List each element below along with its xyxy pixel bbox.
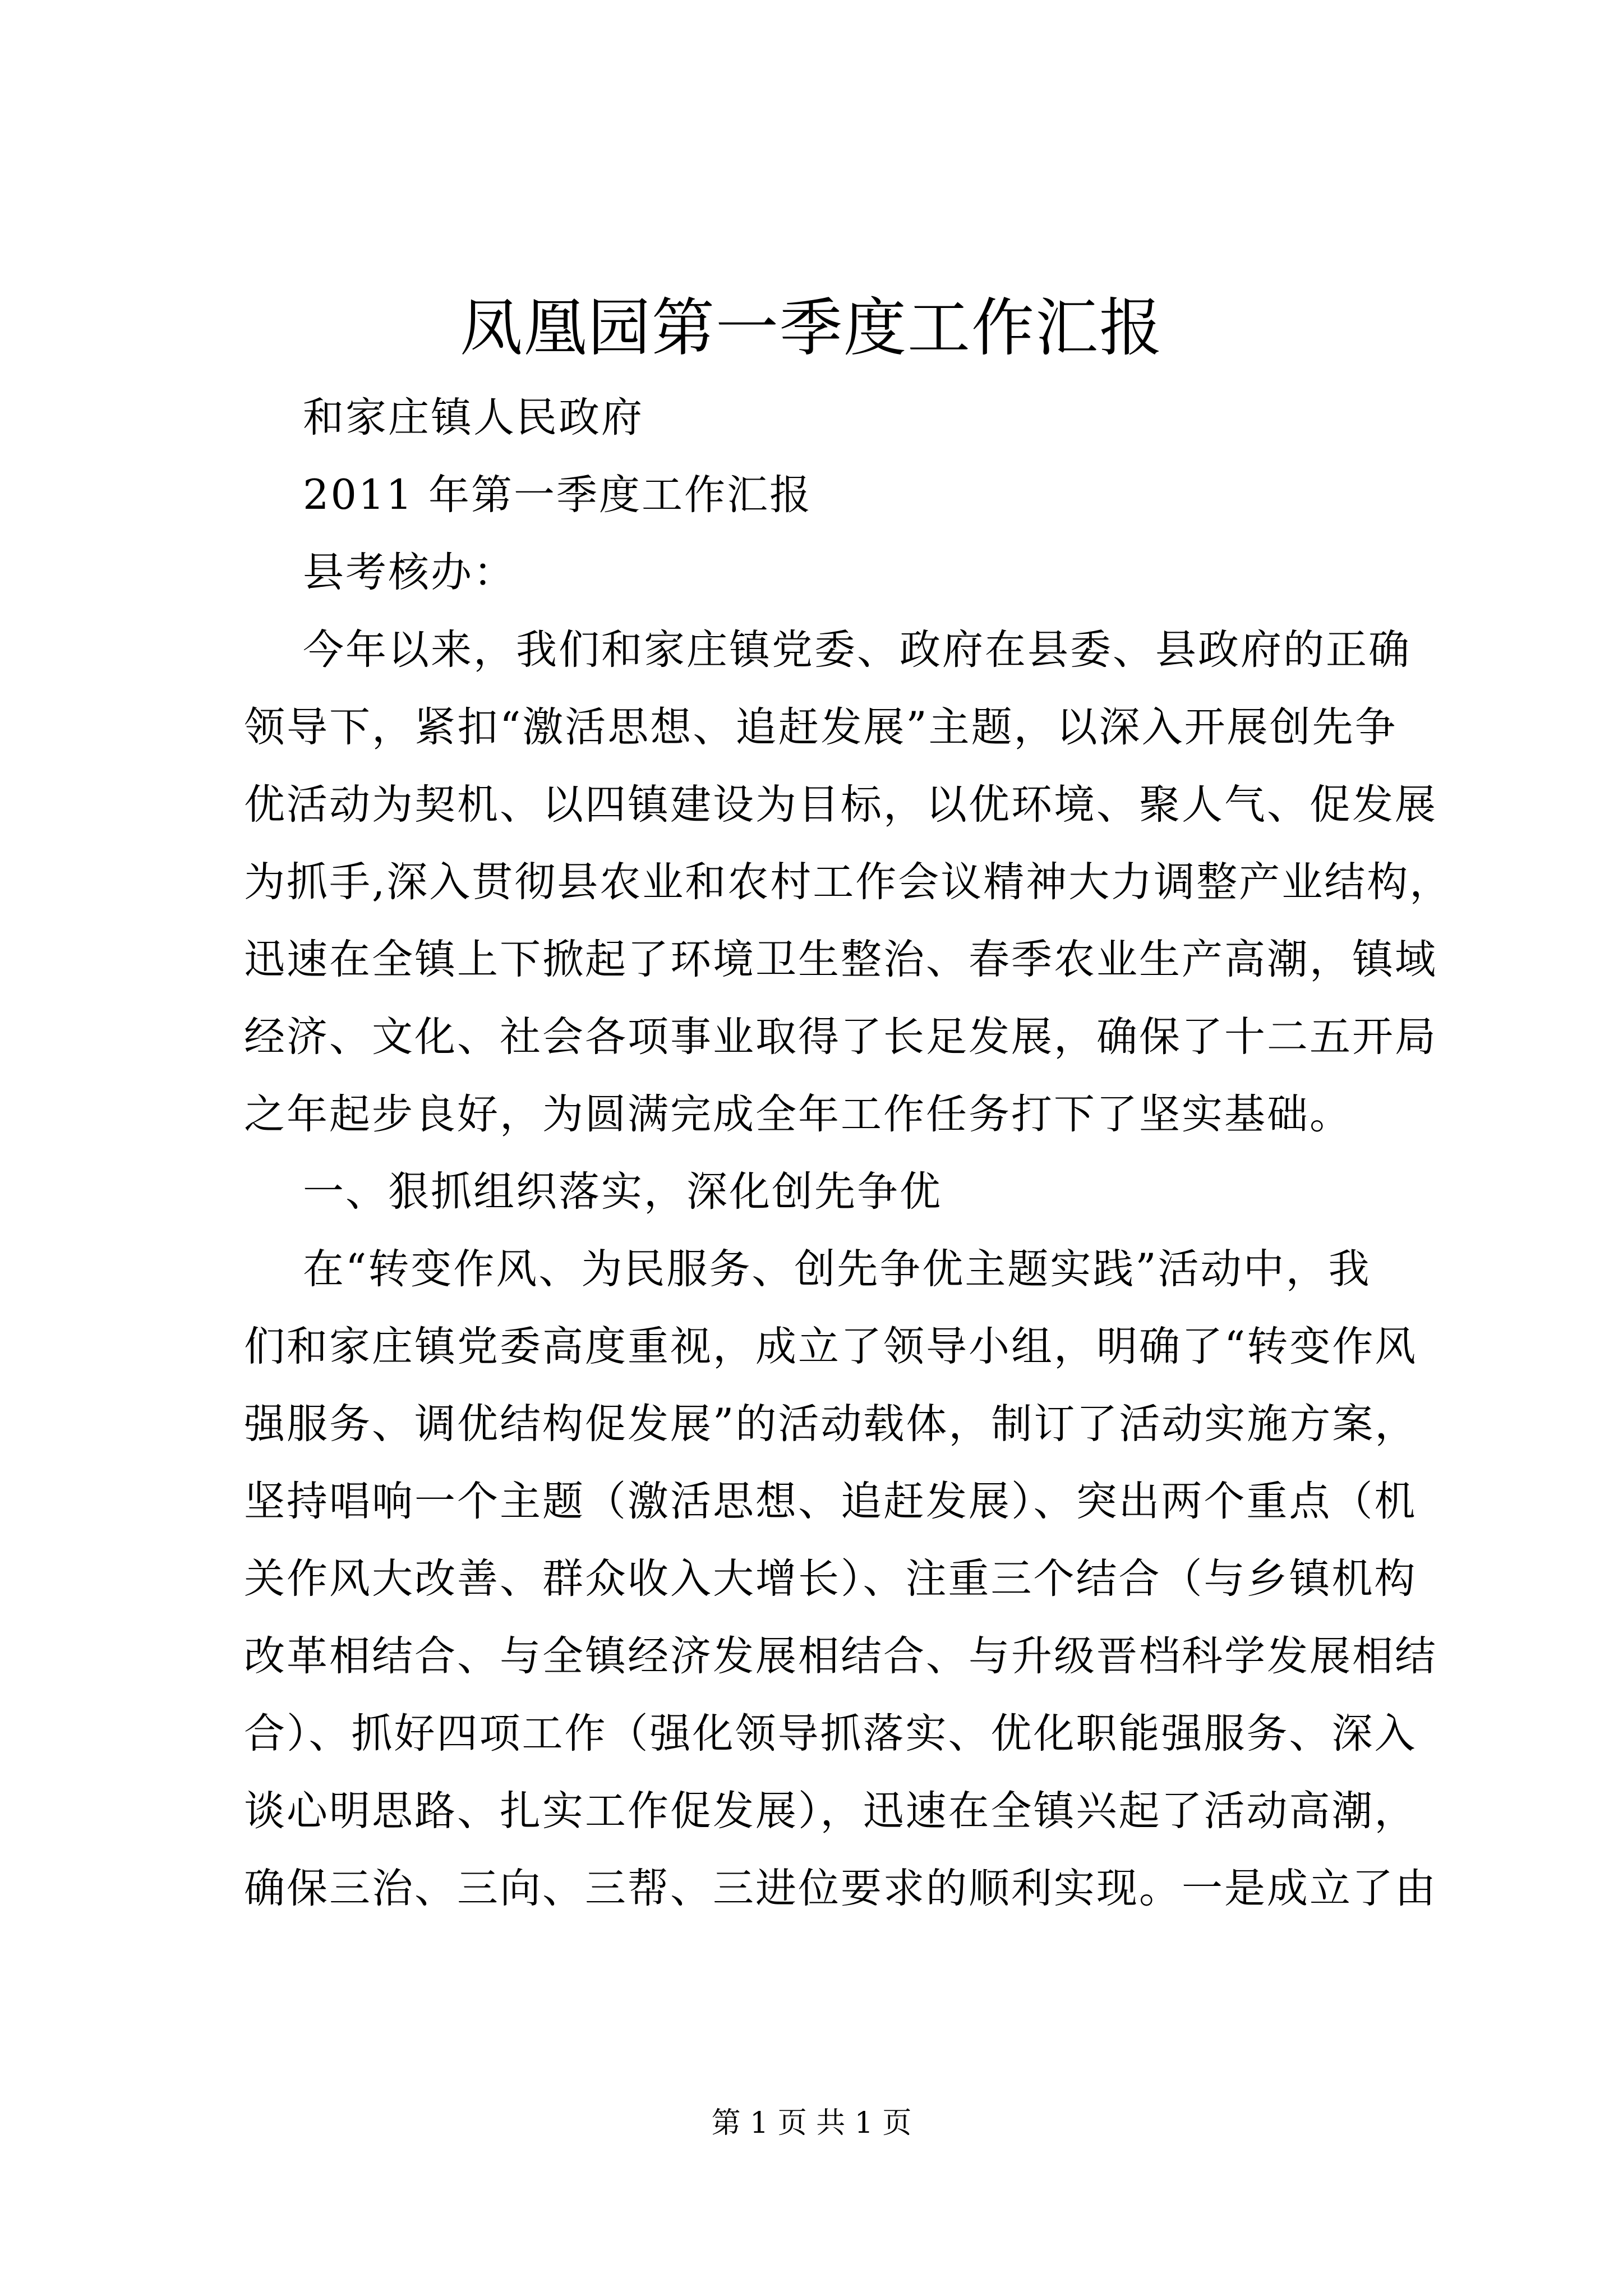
body-line: 优活动为契机、以四镇建设为目标，以优环境、聚人气、促发展 [244, 781, 1437, 829]
body-line: 为抓手,深入贯彻县农业和农村工作会议精神大力调整产业结构， [244, 858, 1453, 906]
body-line: 之年起步良好，为圆满完成全年工作任务打下了坚实基础。 [244, 1091, 1352, 1138]
section-heading: 一、狠抓组织落实，深化创先争优 [303, 1168, 942, 1216]
body-line: 关作风大改善、群众收入大增长）、注重三个结合（与乡镇机构 [244, 1555, 1417, 1603]
body-line: 坚持唱响一个主题（激活思想、追赶发展）、突出两个重点（机 [244, 1478, 1417, 1525]
body-line: 县考核办： [303, 549, 516, 596]
body-line: 们和家庄镇党委高度重视，成立了领导小组，明确了“转变作风 [244, 1323, 1418, 1370]
body-line: 今年以来，我们和家庄镇党委、政府在县委、县政府的正确 [303, 626, 1411, 674]
body-line: 确保三治、三向、三帮、三进位要求的顺利实现。一是成立了由 [244, 1865, 1437, 1912]
body-line: 经济、文化、社会各项事业取得了长足发展，确保了十二五开局 [244, 1013, 1437, 1061]
page-footer: 第 1 页 共 1 页 [711, 2106, 912, 2140]
body-line: 强服务、调优结构促发展”的活动载体，制订了活动实施方案， [244, 1400, 1418, 1448]
body-line: 领导下，紧扣“激活思想、追赶发展”主题，以深入开展创先争 [244, 703, 1398, 751]
body-line: 2011 年第一季度工作汇报 [303, 471, 812, 519]
body-line: 在“转变作风、为民服务、创先争优主题实践”活动中，我 [303, 1245, 1371, 1293]
body-line: 改革相结合、与全镇经济发展相结合、与升级晋档科学发展相结 [244, 1632, 1437, 1680]
document-title: 凤凰园第一季度工作汇报 [460, 292, 1163, 365]
body-line: 谈心明思路、扎实工作促发展），迅速在全镇兴起了活动高潮， [244, 1787, 1417, 1835]
body-line: 合）、抓好四项工作（强化领导抓落实、优化职能强服务、深入 [244, 1710, 1417, 1757]
body-line: 和家庄镇人民政府 [303, 394, 644, 441]
body-line: 迅速在全镇上下掀起了环境卫生整治、春季农业生产高潮，镇域 [244, 936, 1437, 983]
